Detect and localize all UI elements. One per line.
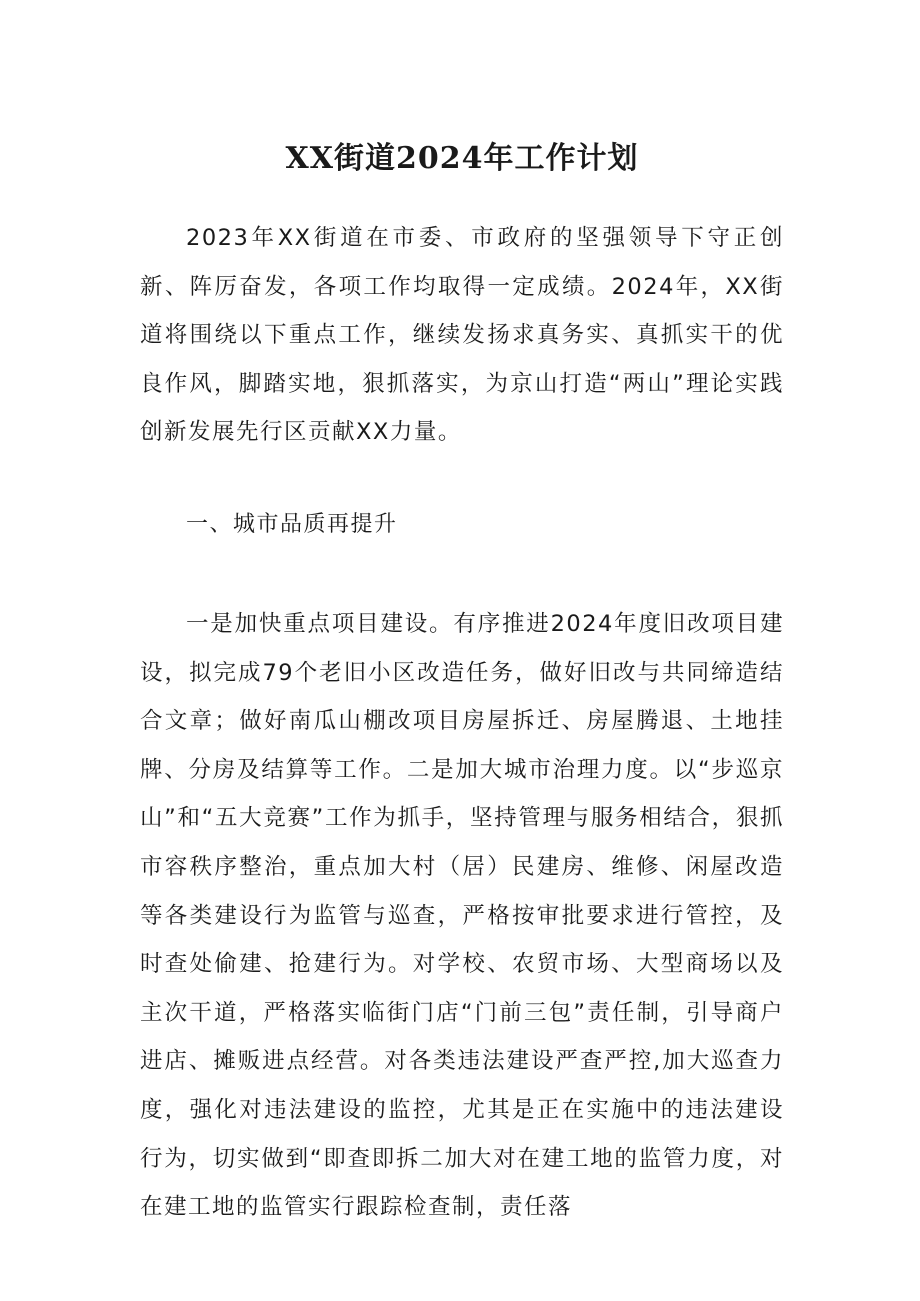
document-title: XX街道2024年工作计划 [285, 141, 639, 176]
section-heading: 一、城市品质再提升 [186, 512, 398, 537]
section-paragraph: 一是加快重点项目建设。有序推进2024年度旧改项目建设，拟完成79个老旧小区改造任务，做好旧改与共同缔造结合文章；做好南瓜山棚改项目房屋拆迁、房屋腾退、土地挂牌、分房及结算等工作。二是加大城市治理力度。以“步巡京山”和“五大竞赛”工作为抓手，坚持管理与服务相结合，狠抓市容秩序整治，重点加大村（居）民建房、维修、闲屋改造等各类建设行为监管与巡查，严格按审批要求进行管控，及时查处偷建、抢建行为。对学校、农贸市场、大型商场以及主次干道，严格落实临街门店“门前三包”责任制，引导商户进店、摊贩进点经营。对各类违法建设严查严控,加大巡查力度，强化对违法建设的监控，尤其是正在实施中的违法建设行为，切实做到“即查即拆二加大对在建工地的监管力度，对在建工地的监管实行跟踪检查制，责任落 [140, 611, 784, 1221]
intro-paragraph: 2023年XX街道在市委、市政府的坚强领导下守正创新、阵厉奋发，各项工作均取得一定成绩。2024年，XX街道将围绕以下重点工作，继续发扬求真务实、真抓实干的优良作风，脚踏实地，狠抓落实，为京山打造“两山”理论实践创新发展先行区贡献XX力量。 [140, 225, 784, 446]
